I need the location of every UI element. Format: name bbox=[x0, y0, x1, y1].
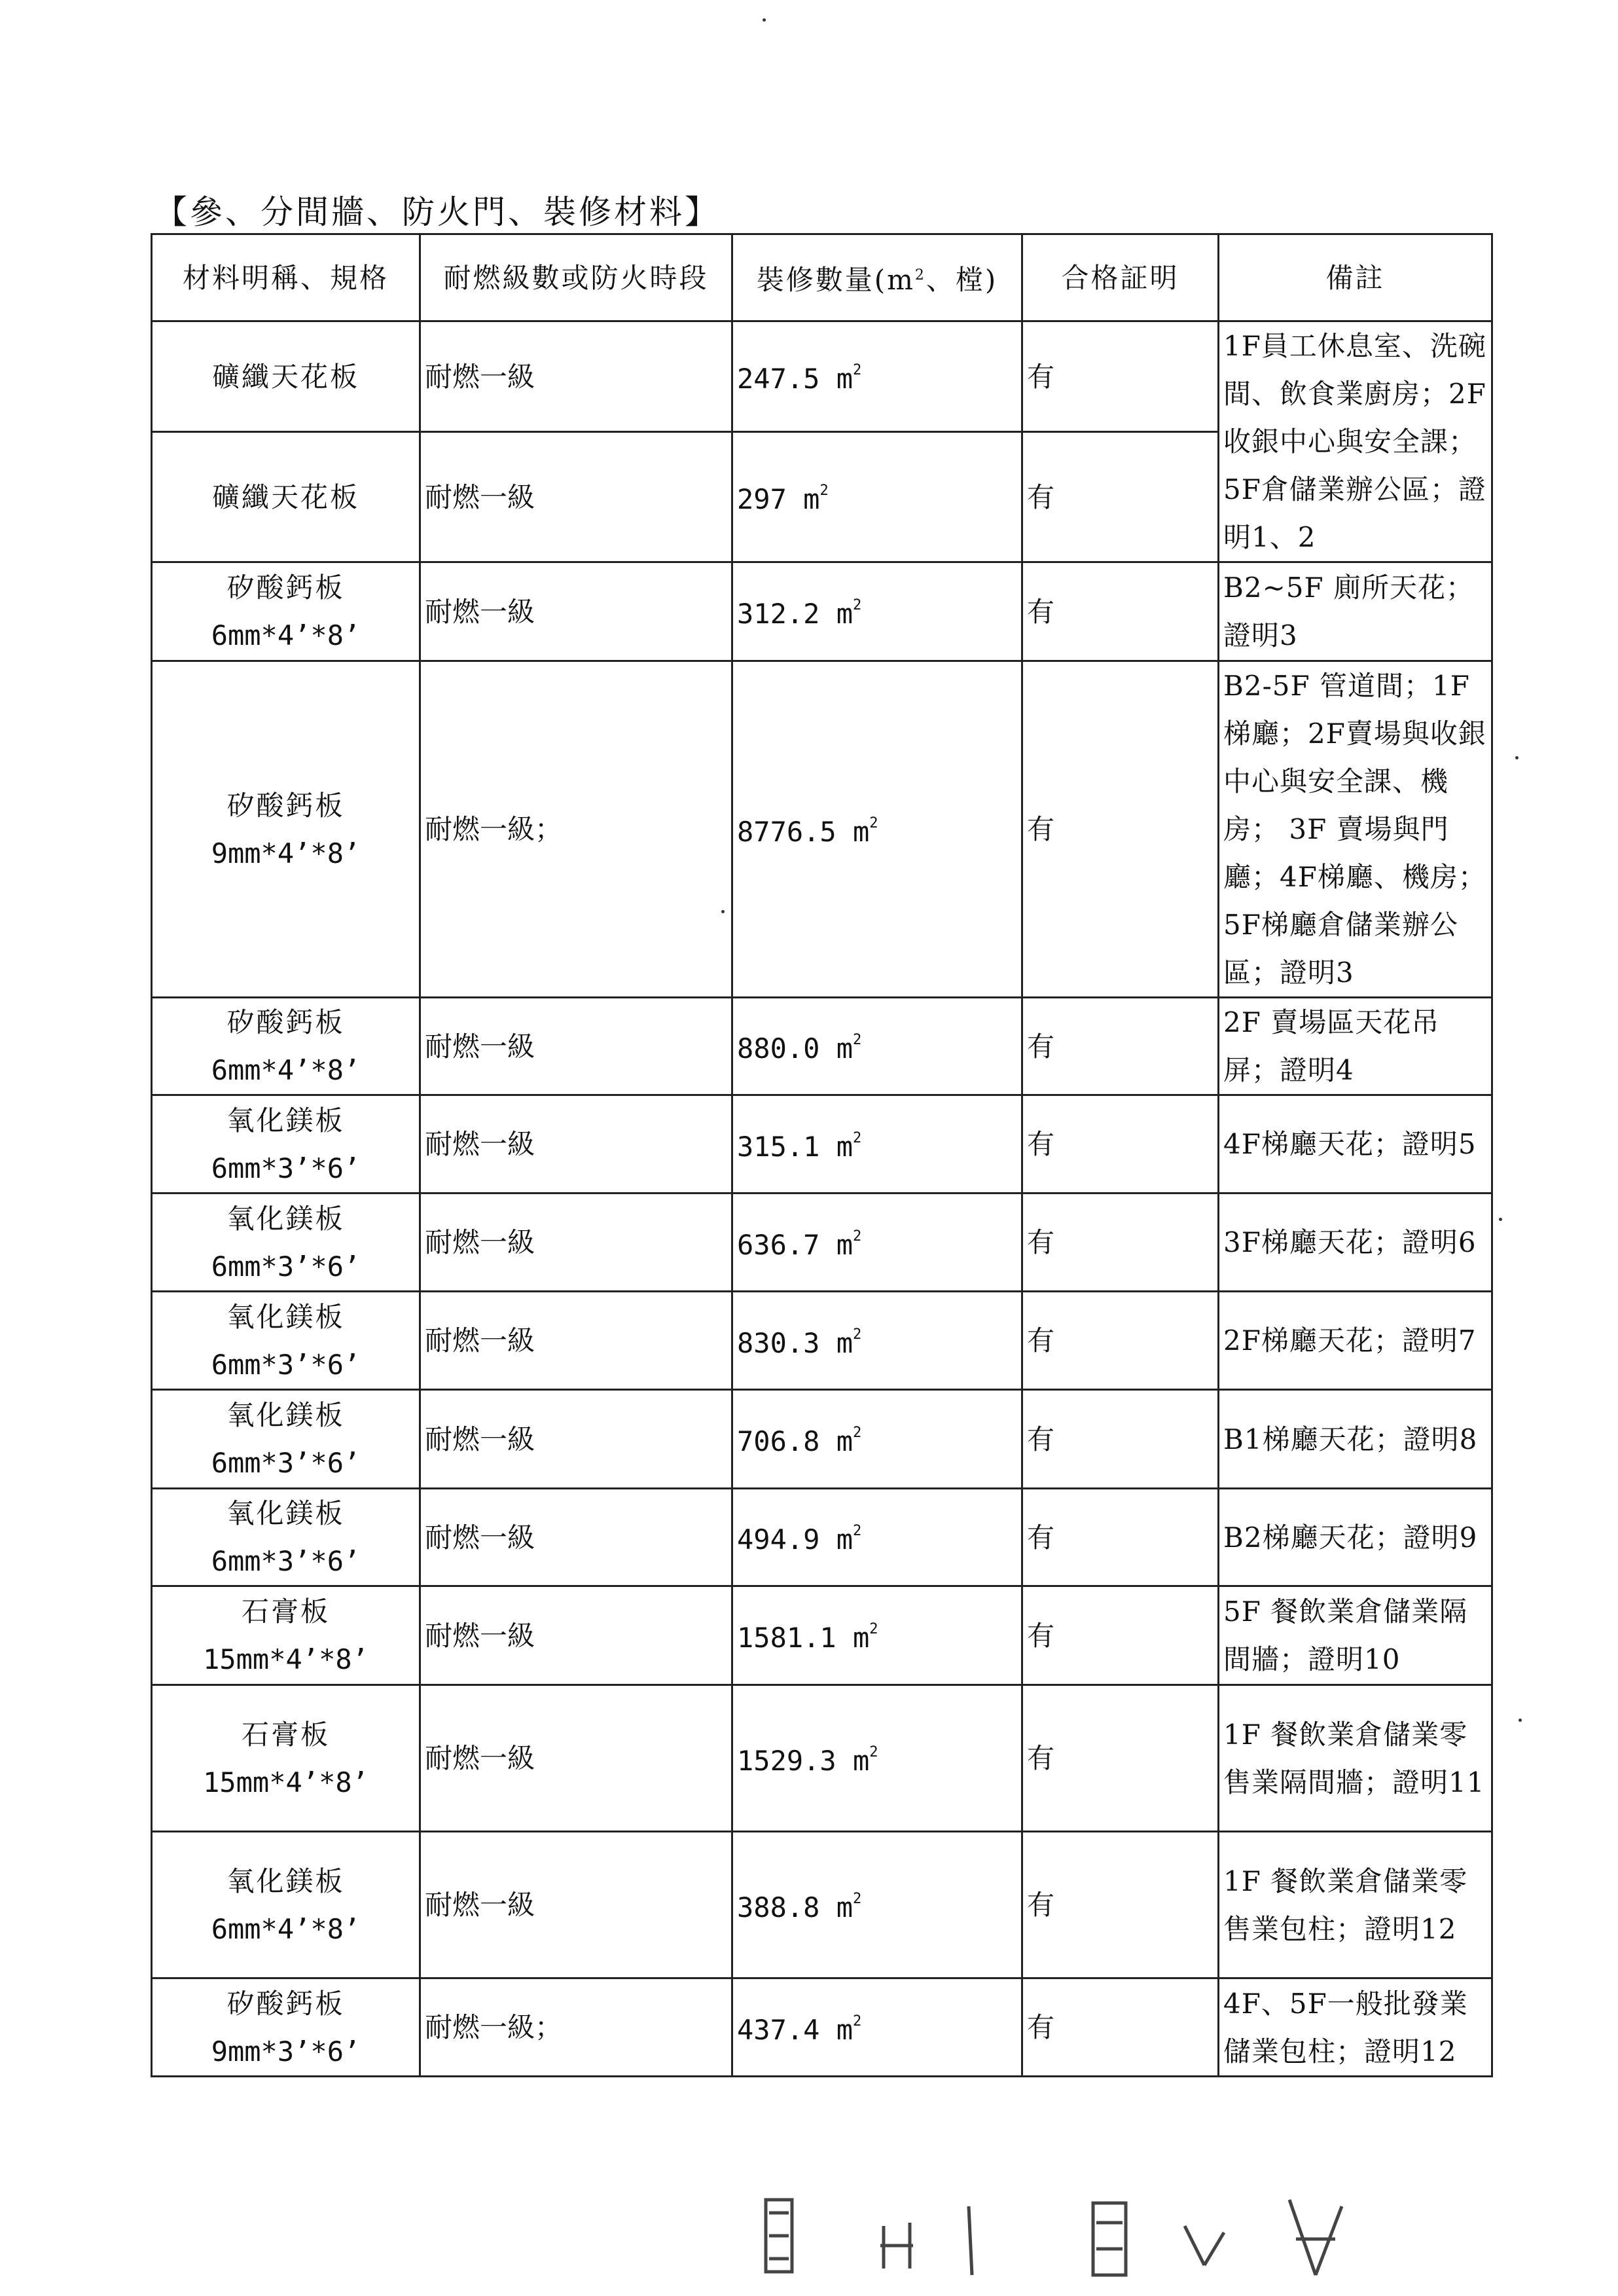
certificate-cell: 有 bbox=[1022, 1292, 1219, 1390]
scan-speck bbox=[1499, 1218, 1502, 1221]
material-name: 氧化鎂板 bbox=[226, 1497, 345, 1529]
material-name: 氧化鎂板 bbox=[226, 1300, 345, 1333]
quantity-value: 437.4 m bbox=[737, 2013, 854, 2046]
remarks-cell: B1梯廳天花；證明8 bbox=[1219, 1390, 1492, 1489]
fire-rating-cell: 耐燃一級 bbox=[420, 1685, 732, 1832]
unit-superscript: 2 bbox=[853, 1890, 862, 1907]
material-spec: 15mm*4’*8’ bbox=[203, 1766, 369, 1798]
remarks-cell: 4F、5F一般批發業儲業包柱；證明12 bbox=[1219, 1978, 1492, 2077]
unit-superscript: 2 bbox=[853, 1032, 862, 1048]
remarks-cell: 5F 餐飲業倉儲業隔間牆；證明10 bbox=[1219, 1586, 1492, 1685]
quantity-cell bbox=[732, 1832, 1022, 1978]
fire-rating-cell: 耐燃一級 bbox=[420, 432, 732, 562]
fire-rating-cell: 耐燃一級 bbox=[420, 998, 732, 1095]
unit-superscript: 2 bbox=[853, 362, 862, 379]
certificate-cell: 有 bbox=[1022, 321, 1219, 432]
material-spec: 6mm*4’*8’ bbox=[211, 1054, 361, 1086]
table-row bbox=[152, 1194, 1492, 1292]
unit-superscript: 2 bbox=[853, 597, 862, 613]
material-name: 礦纖天花板 bbox=[211, 360, 359, 393]
material-name-cell bbox=[152, 562, 420, 661]
material-spec: 6mm*3’*6’ bbox=[211, 1250, 361, 1283]
remarks-cell: 2F梯廳天花；證明7 bbox=[1219, 1292, 1492, 1390]
certificate-cell: 有 bbox=[1022, 562, 1219, 661]
certificate-cell: 有 bbox=[1022, 1832, 1219, 1978]
remarks-cell: 4F梯廳天花；證明5 bbox=[1219, 1095, 1492, 1194]
table-row bbox=[152, 1685, 1492, 1832]
quantity-cell bbox=[732, 661, 1022, 998]
unit-superscript: 2 bbox=[853, 2013, 862, 2030]
unit-superscript: 2 bbox=[853, 1326, 862, 1343]
header-certificate: 合格証明 bbox=[1022, 234, 1219, 321]
quantity-value: 1529.3 m bbox=[737, 1744, 870, 1777]
quantity-value: 388.8 m bbox=[737, 1891, 854, 1923]
fire-rating-cell: 耐燃一級 bbox=[420, 321, 732, 432]
certificate-cell: 有 bbox=[1022, 1978, 1219, 2077]
material-name: 石膏板 bbox=[241, 1718, 330, 1751]
materials-table bbox=[151, 233, 1493, 2077]
table-row bbox=[152, 1489, 1492, 1586]
material-name-cell bbox=[152, 998, 420, 1095]
remarks-cell: B2梯廳天花；證明9 bbox=[1219, 1489, 1492, 1586]
material-name: 氧化鎂板 bbox=[226, 1202, 345, 1235]
fire-rating-cell: 耐燃一級 bbox=[420, 1390, 732, 1489]
material-spec: 6mm*4’*8’ bbox=[211, 1912, 361, 1945]
unit-superscript: 2 bbox=[869, 1621, 878, 1637]
unit-superscript: 2 bbox=[869, 814, 878, 831]
material-name: 氧化鎂板 bbox=[226, 1399, 345, 1431]
material-name-cell bbox=[152, 1390, 420, 1489]
certificate-cell: 有 bbox=[1022, 1586, 1219, 1685]
quantity-cell bbox=[732, 1489, 1022, 1586]
fire-rating-cell: 耐燃一級 bbox=[420, 1292, 732, 1390]
table-body bbox=[152, 321, 1492, 2077]
material-name-cell bbox=[152, 1095, 420, 1194]
material-name-cell bbox=[152, 1489, 420, 1586]
certificate-cell: 有 bbox=[1022, 998, 1219, 1095]
table-row bbox=[152, 1586, 1492, 1685]
quantity-value: 315.1 m bbox=[737, 1130, 854, 1163]
quantity-value: 706.8 m bbox=[737, 1425, 854, 1457]
table-row bbox=[152, 661, 1492, 998]
remarks-cell: 1F 餐飲業倉儲業零售業包柱；證明12 bbox=[1219, 1832, 1492, 1978]
quantity-cell bbox=[732, 1685, 1022, 1832]
quantity-value: 312.2 m bbox=[737, 598, 854, 630]
fire-rating-cell: 耐燃一級 bbox=[420, 1586, 732, 1685]
material-name: 氧化鎂板 bbox=[226, 1865, 345, 1897]
quantity-value: 297 m bbox=[737, 483, 820, 516]
fire-rating-cell: 耐燃一級 bbox=[420, 1489, 732, 1586]
table-row bbox=[152, 1832, 1492, 1978]
material-spec: 9mm*4’*8’ bbox=[211, 837, 361, 869]
quantity-value: 8776.5 m bbox=[737, 815, 870, 848]
material-name: 矽酸鈣板 bbox=[226, 789, 345, 822]
certificate-cell: 有 bbox=[1022, 1390, 1219, 1489]
unit-superscript: 2 bbox=[853, 1129, 862, 1146]
quantity-cell bbox=[732, 998, 1022, 1095]
material-name-cell bbox=[152, 661, 420, 998]
table-row bbox=[152, 1292, 1492, 1390]
quantity-value: 1581.1 m bbox=[737, 1622, 870, 1654]
table-row bbox=[152, 998, 1492, 1095]
unit-superscript: 2 bbox=[853, 1425, 862, 1441]
scan-speck bbox=[1519, 1719, 1522, 1722]
certificate-cell: 有 bbox=[1022, 661, 1219, 998]
quantity-cell bbox=[732, 1390, 1022, 1489]
material-name: 石膏板 bbox=[241, 1595, 330, 1628]
certificate-cell: 有 bbox=[1022, 432, 1219, 562]
material-name-cell bbox=[152, 1685, 420, 1832]
material-name-cell bbox=[152, 1292, 420, 1390]
material-name-cell bbox=[152, 1832, 420, 1978]
certificate-cell: 有 bbox=[1022, 1194, 1219, 1292]
material-name-cell bbox=[152, 1194, 420, 1292]
quantity-cell bbox=[732, 1095, 1022, 1194]
material-spec: 6mm*3’*6’ bbox=[211, 1152, 361, 1184]
material-name-cell bbox=[152, 1586, 420, 1685]
table-row bbox=[152, 321, 1492, 432]
quantity-value: 494.9 m bbox=[737, 1523, 854, 1556]
material-name: 矽酸鈣板 bbox=[226, 572, 345, 604]
quantity-value: 636.7 m bbox=[737, 1228, 854, 1261]
material-spec: 15mm*4’*8’ bbox=[203, 1643, 369, 1675]
remarks-cell: 1F員工休息室、洗碗間、飲食業廚房；2F收銀中心與安全課；5F倉儲業辦公區；證明1、2 bbox=[1219, 321, 1492, 562]
fire-rating-cell: 耐燃一級 bbox=[420, 1194, 732, 1292]
scan-speck bbox=[763, 18, 766, 22]
quantity-value: 247.5 m bbox=[737, 363, 854, 395]
unit-superscript: 2 bbox=[869, 1743, 878, 1760]
quantity-cell bbox=[732, 1586, 1022, 1685]
fire-rating-cell: 耐燃一級 bbox=[420, 1832, 732, 1978]
header-fire-rating: 耐燃級數或防火時段 bbox=[420, 234, 732, 321]
material-name: 氧化鎂板 bbox=[226, 1104, 345, 1137]
material-spec: 9mm*3’*6’ bbox=[211, 2035, 361, 2068]
stamp-marks bbox=[753, 2187, 1381, 2285]
quantity-cell bbox=[732, 432, 1022, 562]
fire-rating-cell: 耐燃一級 bbox=[420, 562, 732, 661]
remarks-cell: 3F梯廳天花；證明6 bbox=[1219, 1194, 1492, 1292]
certificate-cell: 有 bbox=[1022, 1095, 1219, 1194]
quantity-cell bbox=[732, 562, 1022, 661]
table-row bbox=[152, 1390, 1492, 1489]
unit-superscript: 2 bbox=[853, 1523, 862, 1539]
material-spec: 6mm*4’*8’ bbox=[211, 619, 361, 651]
unit-superscript: 2 bbox=[853, 1228, 862, 1245]
header-material-name: 材料明稱、規格 bbox=[152, 234, 420, 321]
quantity-cell bbox=[732, 1978, 1022, 2077]
table-row bbox=[152, 1095, 1492, 1194]
material-spec: 6mm*3’*6’ bbox=[211, 1545, 361, 1577]
quantity-cell bbox=[732, 1194, 1022, 1292]
remarks-cell: B2-5F 管道間；1F梯廳；2F賣場與收銀中心與安全課、機房； 3F 賣場與門廳；4F梯廳、機房；5F梯廳倉儲業辦公區；證明3 bbox=[1219, 661, 1492, 998]
material-spec: 6mm*3’*6’ bbox=[211, 1447, 361, 1479]
material-name-cell bbox=[152, 321, 420, 432]
remarks-cell: 2F 賣場區天花吊屏；證明4 bbox=[1219, 998, 1492, 1095]
quantity-value: 880.0 m bbox=[737, 1032, 854, 1065]
header-remarks: 備註 bbox=[1219, 234, 1492, 321]
material-spec: 6mm*3’*6’ bbox=[211, 1348, 361, 1381]
table-header-row bbox=[152, 234, 1492, 321]
scan-speck bbox=[1515, 756, 1519, 759]
remarks-cell: B2~5F 廁所天花；證明3 bbox=[1219, 562, 1492, 661]
remarks-cell: 1F 餐飲業倉儲業零售業隔間牆；證明11 bbox=[1219, 1685, 1492, 1832]
certificate-cell: 有 bbox=[1022, 1489, 1219, 1586]
material-name-cell bbox=[152, 432, 420, 562]
fire-rating-cell: 耐燃一級； bbox=[420, 1978, 732, 2077]
material-name-cell bbox=[152, 1978, 420, 2077]
material-name: 矽酸鈣板 bbox=[226, 1006, 345, 1038]
table-row bbox=[152, 1978, 1492, 2077]
section-title: 【參、分間牆、防火門、裝修材料】 bbox=[154, 193, 720, 231]
quantity-cell bbox=[732, 1292, 1022, 1390]
quantity-cell bbox=[732, 321, 1022, 432]
fire-rating-cell: 耐燃一級 bbox=[420, 1095, 732, 1194]
certificate-cell: 有 bbox=[1022, 1685, 1219, 1832]
material-name: 矽酸鈣板 bbox=[226, 1987, 345, 2020]
unit-superscript: 2 bbox=[819, 483, 829, 500]
scan-speck bbox=[721, 910, 725, 913]
quantity-value: 830.3 m bbox=[737, 1326, 854, 1359]
material-name: 礦纖天花板 bbox=[211, 481, 359, 513]
header-quantity: 裝修數量($m^2$、樘) bbox=[732, 234, 1022, 321]
table-row bbox=[152, 562, 1492, 661]
fire-rating-cell: 耐燃一級； bbox=[420, 661, 732, 998]
